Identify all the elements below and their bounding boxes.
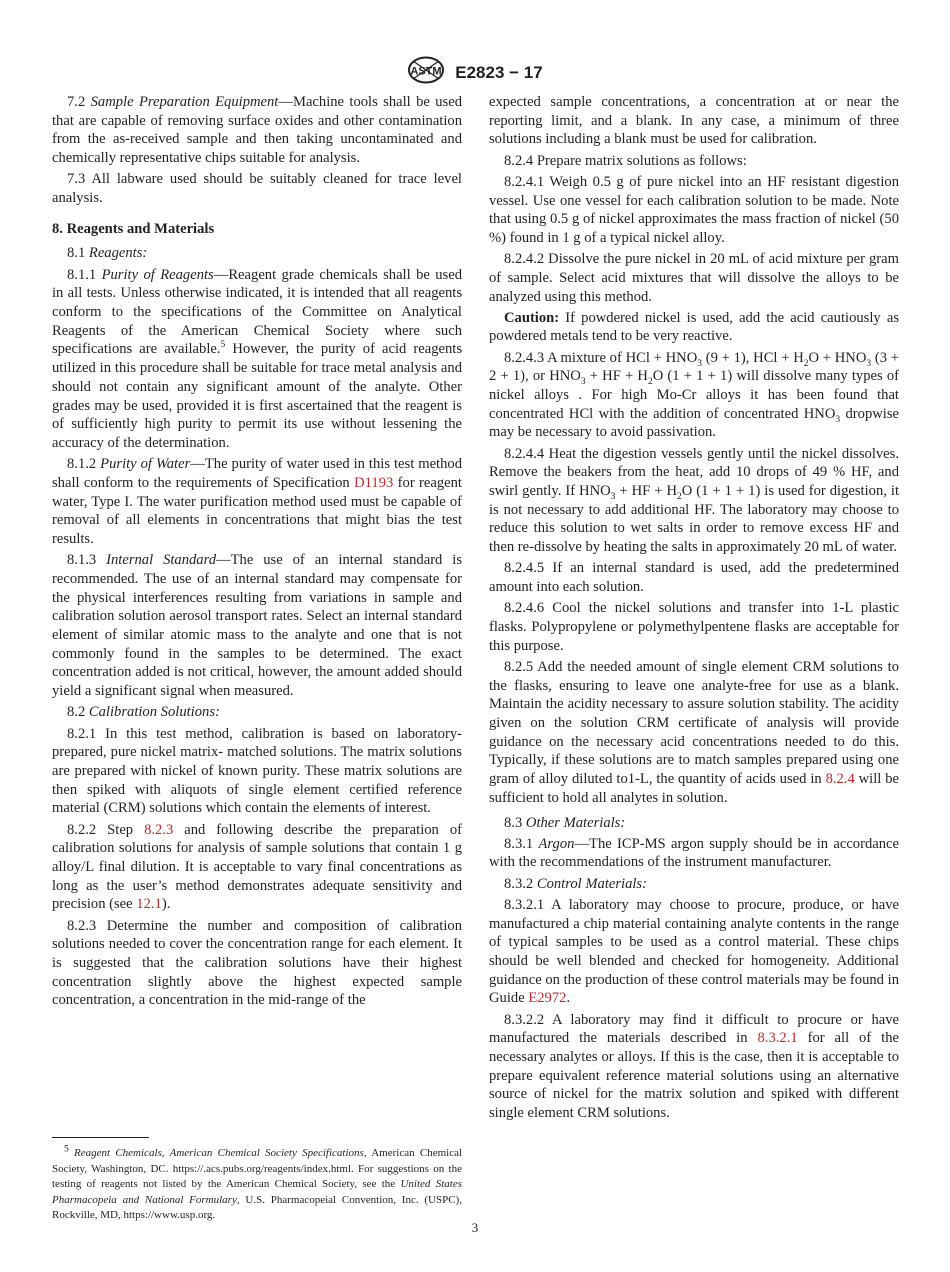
section-8-2-3: 8.2.3 Determine the number and composition of calibration solutions needed to cover the concentration range for each element. It is suggested that the calibration solutions have their highest concentration slightly above the highest expected sample concentration, a concentration in the mid-range of the [52,917,462,1009]
section-8-2-4-4: 8.2.4.4 Heat the digestion vessels gently until the nickel dissolves. Remove the beakers from the heat, add 10 drops of 49 % HF, and swirl gently. If $HNO_3$ + HF + $H_2O$ (1 + 1 + 1) is used for digestion, it is not necessary to add additional HF. The laboratory may choose to reduce this solution to wet salts in order to remove excess HF and then re-dissolve by heating the salts in approximately 20 mL of water. [489,445,900,556]
footnote-divider [52,1137,149,1138]
section-8-1: 8.1 Reagents: [67,245,148,262]
section-8-2-4-3: 8.2.4.3 A mixture of HCl + $HNO_3$ (9 + 1), HCl + $H_2O + HNO_3$ (3 + 2 + 1), or $HNO_3$ + HF + $H_2O$ (1 + 1 + 1) will dissolve many types of nickel alloys . For high Mo-Cr alloys it has been found that concentrated HCl with the addition of concentrated $HNO_3$ dropwise may be necessary to avoid passivation. [489,349,900,441]
link-8-3-2-1[interactable]: 8.3.2.1 [757,1030,798,1047]
section-7-3: 7.3 All labware used should be suitably cleaned for trace level analysis. [52,171,462,207]
section-8-2-4-2: 8.2.4.2 Dissolve the pure nickel in 20 mL of acid mixture per gram of sample. Select acid mixtures that will dissolve the alloys to be analyzed using this method. [489,251,899,305]
section-8-2-4-6: 8.2.4.6 Cool the nickel solutions and transfer into 1-L plastic flasks. Polypropylene or polymethylpentene flasks are acceptable for this purpose. [489,600,899,654]
page-header [0,56,950,89]
astm-logo-icon [407,56,445,89]
link-8-2-3[interactable]: 8.2.3 [144,821,174,838]
section-8-3-1: 8.3.1 Argon—The ICP-MS argon supply should be in accordance with the recommendations of the instrument manufacturer. [489,835,899,871]
footnote-ref[interactable]: 5 [220,340,226,351]
left-column [52,93,462,1013]
section-8-2-4-1: 8.2.4.1 Weigh 0.5 g of pure nickel into an HF resistant digestion vessel. Use one vessel for each calibration solution to be made. Note that using 0.5 g of nickel approximates the mass fraction of nickel (50 %) found in 1 g of a typical nickel alloy. [489,173,899,246]
page-number: 3 [471,1220,479,1235]
caution-note: Caution: If powdered nickel is used, add the acid cautiously as powdered metals tend to be very reactive. [489,309,899,345]
link-12-1[interactable]: 12.1 [136,896,162,913]
section-8-3-2: 8.3.2 Control Materials: [504,875,647,892]
link-8-2-4[interactable]: 8.2.4 [825,771,855,788]
section-8-2: 8.2 Calibration Solutions: [67,704,220,721]
section-8-2-5: 8.2.5 Add the needed amount of single element CRM solutions to the flasks, ensuring to leave one analyte-free for use as a blank. Maintain the acidity necessary to assure solution stability. The acidity given on the solution CRM certificate of analysis will provide guidance on the necessary acid concentrations needed to do this. Typically, if these solutions are to match samples prepared using one gram of alloy diluted to1-L, the quantity of acids used in 8.2.4 will be sufficient to hold all analytes in solution. [489,658,899,806]
section-8-2-4-5: 8.2.4.5 If an internal standard is used, add the predetermined amount into each solution. [489,560,899,596]
section-8-2-1: 8.2.1 In this test method, calibration is based on laboratory-prepared, pure nickel matrix- matched solutions. The matrix solutions are prepared with nickel of known purity. These matrix solutions are then spiked with aliquots of single element certified reference material (CRM) solutions which contain the elements of interest. [52,725,462,817]
section-8-1-1: 8.1.1 Purity of Reagents—Reagent grade chemicals shall be used in all tests. Unless otherwise indicated, it is intended that all reagents conform to the specifications of the Committee on Analytical Reagents of the American Chemical Society where such specifications are available.$^5$ However, the purity of acid reagents utilized in this procedure shall be suitable for trace metal analysis and should not contain any significant amount of the analyte. Other grades may be used, provided it is first ascertained that the reagent is of sufficiently high purity to permit its use without lessening the accuracy of the determination. [52,266,462,451]
section-8-1-3: 8.1.3 Internal Standard—The use of an internal standard is recommended. The use of an internal standard may compensate for the physical interferences resulting from variations in sample and calibration solution aerosol transport rates. Select an internal standard element of similar atomic mass to the analyte and one that is not commonly found in the samples to be determined. The exact concentration added is not critical, however, the amount added should yield a significant signal when measured. [52,552,463,700]
section-8-2-4: 8.2.4 Prepare matrix solutions as follows: [504,152,747,169]
svg-text:ASTM: ASTM [410,65,442,78]
right-column [489,93,899,1125]
section-8-2-3-continued: expected sample concentrations, a concentration at or near the reporting limit, and a blank. In any case, a minimum of three solutions including a blank must be used for calibration. [489,94,899,148]
link-d1193[interactable]: D1193 [354,474,394,491]
standard-designation: E2823 − 17 [455,62,543,82]
section-8-2-2: 8.2.2 Step 8.2.3 and following describe the preparation of calibration solutions for analysis of sample solutions that contain 1 g alloy/L final dilution. It is acceptable to vary final concentrations as long as the user’s method demonstrates adequate sensitivity and precision (see 12.1). [52,821,462,913]
section-7-2: 7.2 Sample Preparation Equipment—Machine tools shall be used that are capable of removing surface oxides and other contamination from the as-received sample and then taking uncontaminated and chemically representative chips suitable for analysis. [52,94,462,167]
section-8-3-2-1: 8.3.2.1 A laboratory may choose to procure, produce, or have manufactured a chip material containing analyte contents in the range of typical samples to be used as a control material. These chips should be well blended and checked for homogeneity. Additional guidance on the production of these control materials may be found in Guide E2972. [489,896,899,1007]
link-e2972[interactable]: E2972 [528,990,567,1007]
section-8-3-2-2: 8.3.2.2 A laboratory may find it difficult to procure or have manufactured the materials described in 8.3.2.1 for all of the necessary analytes or alloys. If this is the case, then it is acceptable to prepare equivalent reference material solutions using an alternative source of nickel for the matrix solution and spiked with different single element CRM solutions. [489,1011,899,1122]
section-8-3: 8.3 Other Materials: [504,814,626,831]
section-8-heading: 8. Reagents and Materials [52,220,215,237]
footnote-5: $^5$ Reagent Chemicals, American Chemical Society Specifications, American Chemical Society, Washington, DC. https://.acs.pubs.org/reagents/index.html. For suggestions on the testing of reagents not listed by the American Chemical Society, see the United States Pharmacopeia and National Formulary, U.S. Pharmacopeial Convention, Inc. (USPC), Rockville, MD, https://www.usp.org. [52,1144,463,1222]
section-8-1-2: 8.1.2 Purity of Water—The purity of water used in this test method shall conform to the requirements of Specification D1193 for reagent water, Type I. The water purification method used must be capable of removal of all elements in concentrations that might bias the test results. [52,456,463,547]
